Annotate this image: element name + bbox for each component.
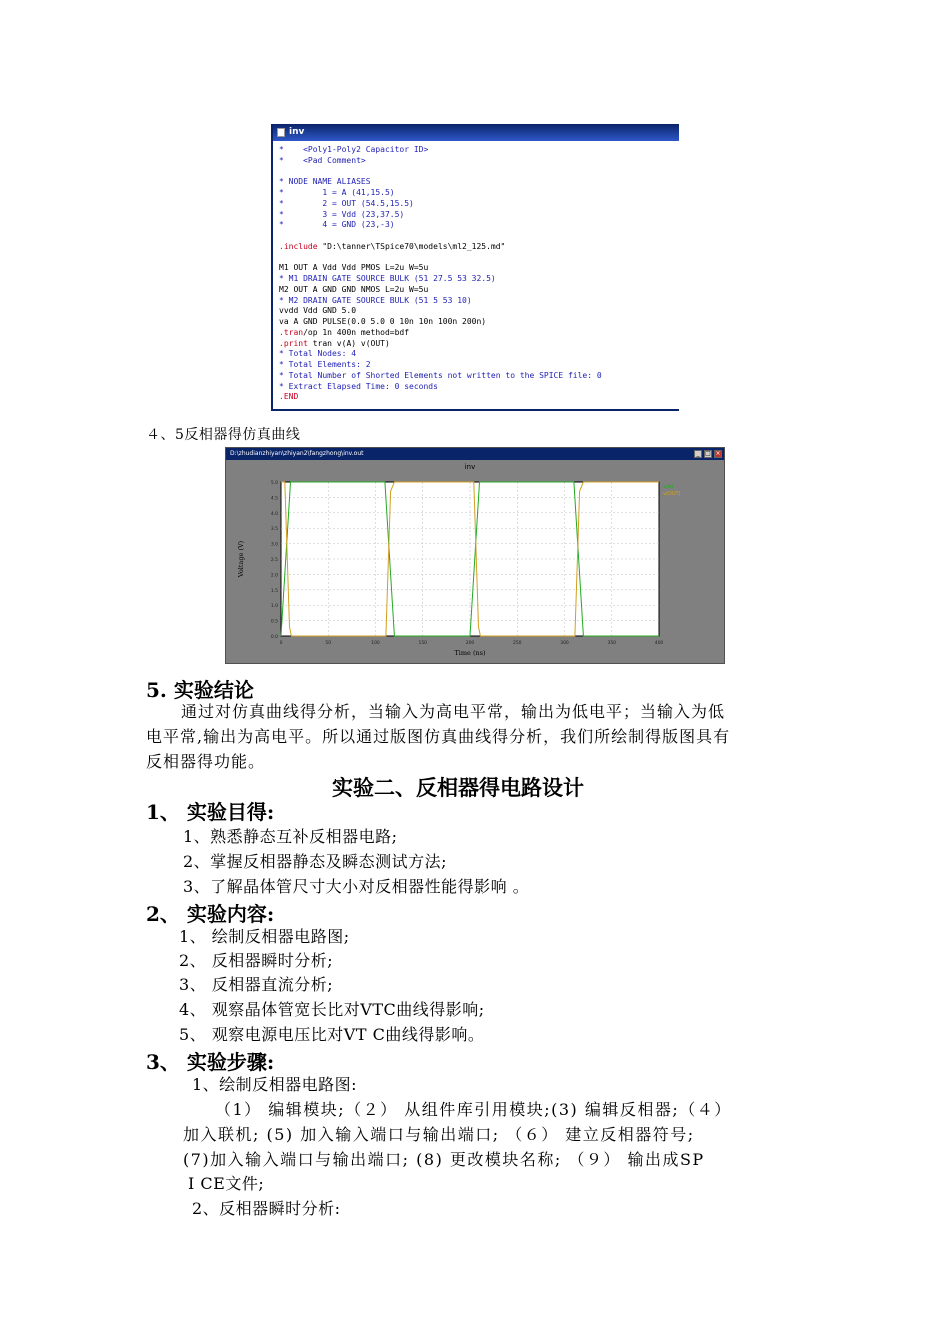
content-item: 5、 观察电源电压比对VT C曲线得影响。 [179, 1025, 485, 1044]
x-tick-label: 200 [465, 641, 475, 646]
legend-entry: v(A) [663, 484, 674, 490]
x-tick-label: 300 [560, 641, 569, 646]
chart-title: inv [464, 463, 476, 471]
figure-caption: ４、5反相器得仿真曲线 [146, 427, 301, 443]
netlist-line [279, 360, 679, 371]
y-tick-label: 2.5 [270, 558, 278, 563]
step-subheading: 2、反相器瞬时分析: [192, 1199, 341, 1218]
netlist-keyword: .END [279, 392, 299, 402]
netlist-keyword: .include [279, 241, 318, 251]
netlist-line [279, 382, 679, 393]
netlist-line [279, 145, 679, 156]
netlist-text: va A GND PULSE(0.0 5.0 0 10n 10n 100n 200n) [279, 317, 487, 326]
netlist-text: * 4 = GND (23,-3) [279, 220, 395, 230]
netlist-text: M1 OUT A Vdd Vdd PMOS L=2u W=5u [279, 263, 429, 273]
y-tick-label: 2.0 [270, 573, 278, 579]
netlist-text: /op 1n 400n method=bdf [303, 327, 410, 337]
y-tick-label: 3.0 [270, 542, 278, 548]
y-tick-label: 1.0 [270, 604, 278, 610]
netlist-line [279, 253, 679, 264]
waveform-titlebar[interactable] [226, 448, 724, 460]
netlist-line [279, 306, 679, 317]
netlist-line [279, 210, 679, 221]
netlist-line [279, 242, 679, 253]
y-tick-label: 4.5 [270, 496, 278, 502]
x-tick-label: 150 [418, 641, 428, 646]
netlist-line [279, 220, 679, 231]
netlist-line [279, 167, 679, 178]
section-heading-conclusion: 5. 实验结论 [146, 678, 254, 702]
netlist-line [279, 188, 679, 199]
netlist-line [279, 296, 679, 307]
section-heading-objectives: 1、 实验目得: [146, 800, 275, 824]
netlist-text: * 1 = A (41,15.5) [279, 188, 395, 197]
netlist-keyword: .print [279, 338, 308, 348]
netlist-line [279, 392, 679, 403]
netlist-line [279, 263, 679, 274]
step-line: I CE文件; [188, 1174, 265, 1193]
y-tick-label: 3.5 [270, 527, 278, 533]
objective-item: 3、了解晶体管尺寸大小对反相器性能得影响 。 [183, 877, 530, 896]
conclusion-line-1: 通过对仿真曲线得分析，当输入为高电平常，输出为低电平；当输入为低 [181, 702, 726, 721]
netlist-line [279, 156, 679, 167]
spice-netlist-window [271, 124, 679, 411]
netlist-text: * Total Elements: 2 [279, 360, 371, 369]
x-tick-label: 350 [607, 641, 617, 646]
netlist-line [279, 177, 679, 188]
minimize-icon[interactable]: _ [694, 450, 702, 458]
y-axis-label: Voltage (V) [237, 540, 245, 578]
netlist-text: * <Pad Comment> [279, 155, 366, 165]
content-item: 1、 绘制反相器电路图; [179, 927, 350, 946]
legend-entry: v(OUT) [663, 491, 681, 497]
netlist-text: * Total Number of Shorted Elements not written to the SPICE file: 0 [279, 370, 602, 380]
objective-item: 2、掌握反相器静态及瞬态测试方法; [183, 852, 448, 871]
spice-window-titlebar[interactable] [273, 124, 679, 141]
x-tick-label: 250 [512, 641, 522, 646]
y-tick-label: 0.5 [270, 619, 278, 625]
x-tick-label: 100 [371, 641, 380, 646]
spice-window-title: inv [289, 127, 305, 137]
netlist-text: "D:\tanner\TSpice70\models\ml2_125.md" [317, 241, 506, 251]
waveform-window-title: D:\zhudianzhiyan\zhiyan2\fangzhong\inv.out [230, 450, 364, 457]
x-tick-label: 400 [654, 641, 664, 646]
waveform-window [225, 447, 725, 664]
close-icon[interactable]: × [715, 450, 721, 457]
netlist-line [279, 349, 679, 360]
netlist-line [279, 274, 679, 285]
netlist-line [279, 328, 679, 339]
netlist-keyword: .tran [279, 327, 304, 337]
content-item: 2、 反相器瞬时分析; [179, 951, 334, 970]
document-icon [277, 128, 285, 137]
x-tick-label: 50 [325, 641, 332, 646]
step-line: （1） 编辑模块;（２） 从组件库引用模块;(3) 编辑反相器;（４） [215, 1100, 732, 1119]
netlist-line [279, 285, 679, 296]
step-line: (7)加入输入端口与输出端口; (8) 更改模块名称; （９） 输出成SP [183, 1150, 705, 1169]
netlist-line [279, 231, 679, 242]
netlist-text: M2 OUT A GND GND NMOS L=2u W=5u [279, 284, 429, 294]
x-tick-label: 0 [279, 641, 283, 646]
y-tick-label: 4.0 [270, 511, 278, 517]
y-tick-label: 1.5 [270, 588, 278, 594]
netlist-text: * Total Nodes: 4 [279, 349, 357, 359]
content-item: 3、 反相器直流分析; [179, 975, 334, 994]
step-line: 加入联机; (5) 加入输入端口与输出端口; （６） 建立反相器符号; [183, 1125, 695, 1144]
netlist-text: * 2 = OUT (54.5,15.5) [279, 198, 414, 208]
maximize-icon[interactable]: □ [705, 450, 711, 457]
netlist-text: * M2 DRAIN GATE SOURCE BULK (51 5 53 10) [279, 295, 472, 305]
objective-item: 1、熟悉静态互补反相器电路; [183, 827, 398, 846]
netlist-line [279, 199, 679, 210]
netlist-text: * <Poly1-Poly2 Capacitor ID> [279, 145, 429, 154]
netlist-text: * 3 = Vdd (23,37.5) [279, 209, 405, 219]
netlist-text: vvdd Vdd GND 5.0 [279, 306, 357, 316]
x-axis-label: Time (ns) [454, 649, 486, 657]
netlist-text: * NODE NAME ALIASES [279, 177, 371, 187]
y-tick-label: 5.0 [270, 481, 278, 486]
waveform-chart [226, 460, 724, 663]
netlist-line [279, 339, 679, 350]
spice-netlist-text[interactable] [273, 141, 679, 403]
conclusion-line-2: 电平常,输出为高电平。所以通过版图仿真曲线得分析，我们所绘制得版图具有 [146, 727, 731, 746]
y-tick-label: 0.0 [270, 635, 278, 640]
section-heading-contents: 2、 实验内容: [146, 902, 275, 926]
section-heading-steps: 3、 实验步骤: [146, 1050, 275, 1074]
netlist-text: tran v(A) v(OUT) [307, 338, 390, 348]
conclusion-line-3: 反相器得功能。 [146, 752, 266, 771]
step-subheading: 1、绘制反相器电路图: [192, 1075, 358, 1094]
netlist-line [279, 371, 679, 382]
netlist-line [279, 317, 679, 328]
netlist-text: * M1 DRAIN GATE SOURCE BULK (51 27.5 53 32.5) [279, 274, 496, 283]
page-title: 实验二、反相器得电路设计 [332, 775, 584, 800]
content-item: 4、 观察晶体管宽长比对VTC曲线得影响; [179, 1000, 485, 1019]
netlist-text: * Extract Elapsed Time: 0 seconds [279, 381, 438, 391]
